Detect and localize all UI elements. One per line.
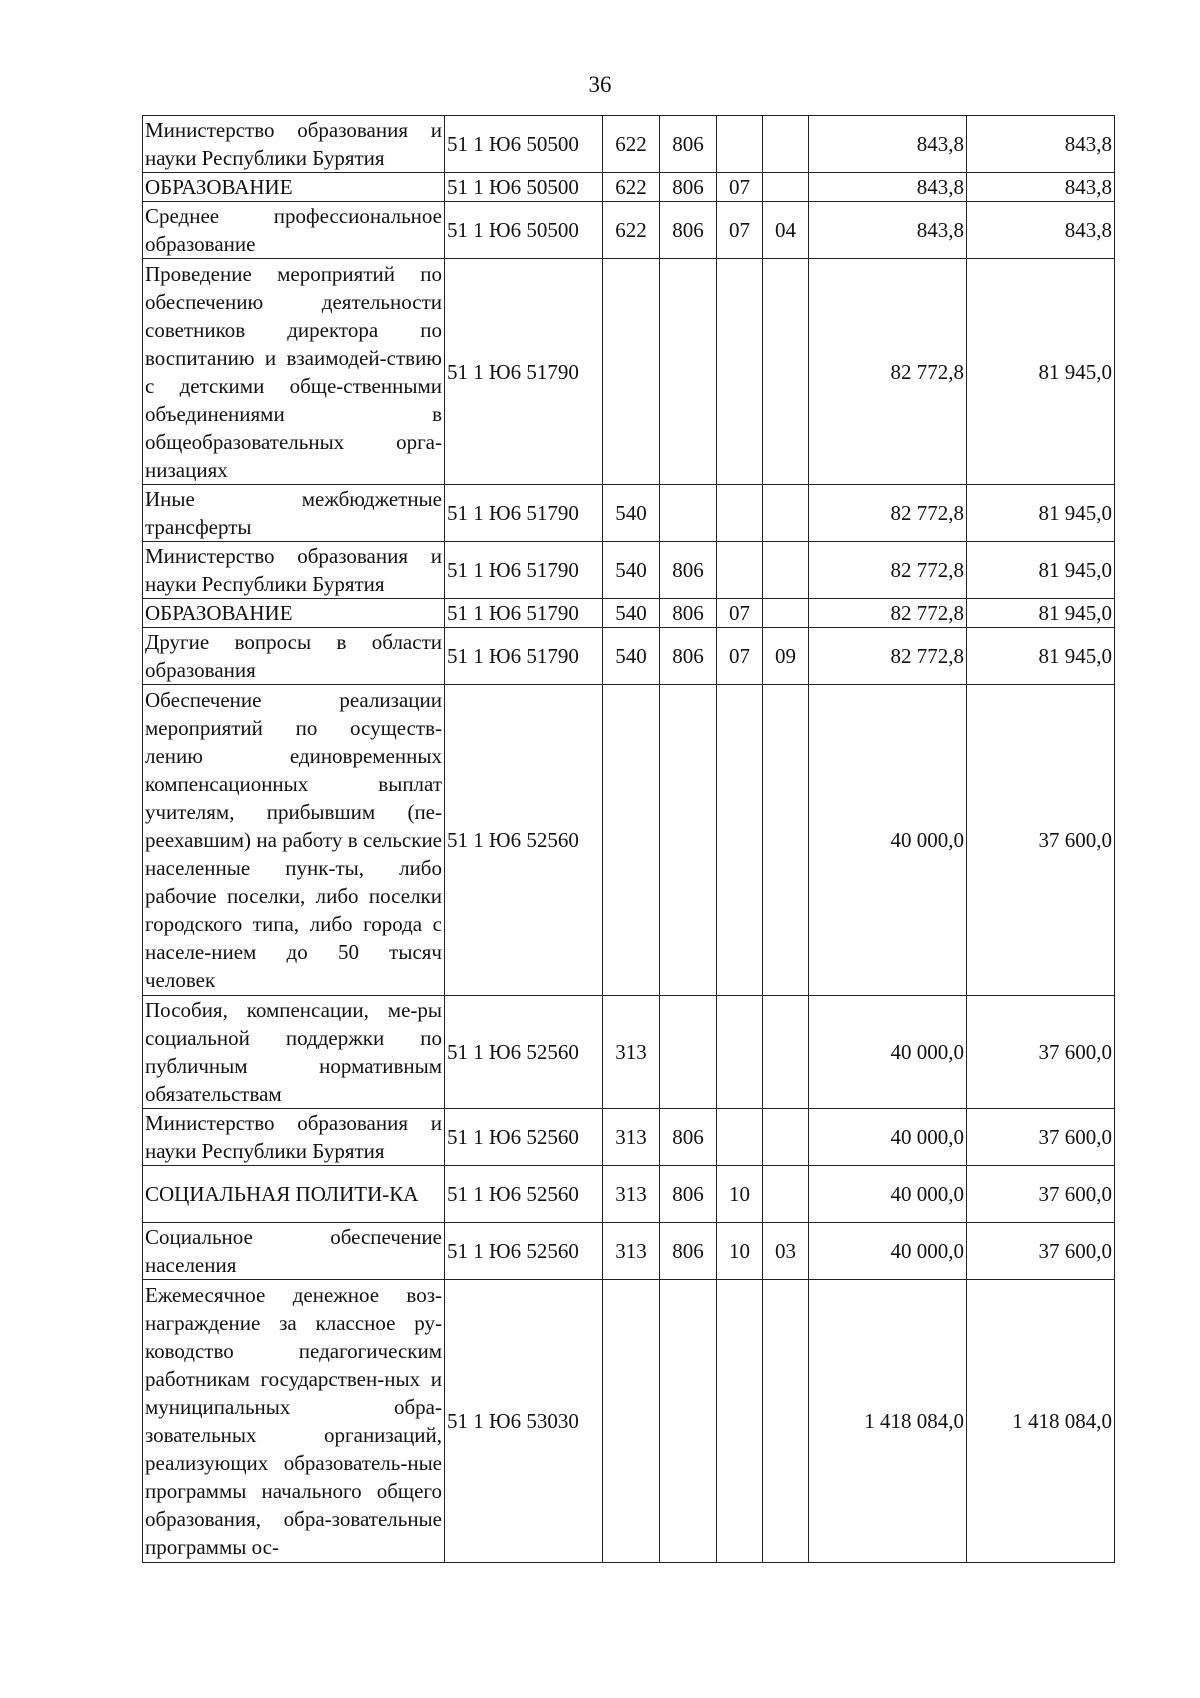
expense-type-code: 540: [603, 542, 660, 599]
amount-2: 81 945,0: [967, 628, 1115, 685]
row-name: Министерство образования и науки Республики Бурятия: [143, 116, 445, 173]
subsection-code: 04: [763, 202, 809, 259]
admin-code: [660, 259, 717, 485]
expense-type-code: 540: [603, 599, 660, 628]
target-code: 51 1 Ю6 51790: [445, 599, 603, 628]
budget-table: [142, 115, 1115, 1563]
row-name: СОЦИАЛЬНАЯ ПОЛИТИ-КА: [143, 1166, 445, 1223]
expense-type-code: 622: [603, 202, 660, 259]
row-name: ОБРАЗОВАНИЕ: [143, 173, 445, 202]
row-name: Министерство образования и науки Республики Бурятия: [143, 542, 445, 599]
section-code: [717, 1109, 763, 1166]
amount-2: 37 600,0: [967, 996, 1115, 1109]
row-name: Пособия, компенсации, ме-ры социальной поддержки по публичным нормативным обязательствам: [143, 996, 445, 1109]
amount-1: 40 000,0: [809, 996, 967, 1109]
expense-type-code: [603, 259, 660, 485]
target-code: 51 1 Ю6 52560: [445, 685, 603, 996]
table-row: [143, 996, 1115, 1109]
section-code: 07: [717, 599, 763, 628]
admin-code: 806: [660, 1109, 717, 1166]
target-code: 51 1 Ю6 50500: [445, 202, 603, 259]
subsection-code: [763, 1166, 809, 1223]
section-code: [717, 1280, 763, 1563]
admin-code: [660, 685, 717, 996]
row-name: ОБРАЗОВАНИЕ: [143, 599, 445, 628]
section-code: 10: [717, 1166, 763, 1223]
amount-1: 40 000,0: [809, 1166, 967, 1223]
admin-code: 806: [660, 173, 717, 202]
subsection-code: [763, 485, 809, 542]
budget-table-body: [143, 116, 1115, 1563]
section-code: 10: [717, 1223, 763, 1280]
target-code: 51 1 Ю6 52560: [445, 1223, 603, 1280]
expense-type-code: 313: [603, 1223, 660, 1280]
admin-code: 806: [660, 628, 717, 685]
admin-code: 806: [660, 1166, 717, 1223]
table-row: [143, 1109, 1115, 1166]
row-name: Иные межбюджетные трансферты: [143, 485, 445, 542]
amount-2: 81 945,0: [967, 485, 1115, 542]
target-code: 51 1 Ю6 51790: [445, 259, 603, 485]
page-number: 36: [588, 72, 612, 97]
amount-1: 40 000,0: [809, 685, 967, 996]
table-row: [143, 259, 1115, 485]
section-code: [717, 485, 763, 542]
subsection-code: 09: [763, 628, 809, 685]
amount-1: 82 772,8: [809, 599, 967, 628]
amount-1: 843,8: [809, 116, 967, 173]
table-row: [143, 599, 1115, 628]
table-row: [143, 202, 1115, 259]
table-row: [143, 485, 1115, 542]
subsection-code: [763, 116, 809, 173]
amount-2: 37 600,0: [967, 1166, 1115, 1223]
subsection-code: [763, 685, 809, 996]
subsection-code: [763, 996, 809, 1109]
row-name: Другие вопросы в области образования: [143, 628, 445, 685]
table-row: [143, 116, 1115, 173]
amount-1: 82 772,8: [809, 485, 967, 542]
expense-type-code: [603, 1280, 660, 1563]
expense-type-code: 622: [603, 116, 660, 173]
row-name: Проведение мероприятий по обеспечению деятельности советников директора по воспитанию и взаимодей-ствию с детскими обще-ственными объединениями в общеобразовательных орга-низациях: [143, 259, 445, 485]
section-code: [717, 542, 763, 599]
table-row: [143, 1166, 1115, 1223]
amount-2: 37 600,0: [967, 1109, 1115, 1166]
table-row: [143, 1223, 1115, 1280]
subsection-code: [763, 542, 809, 599]
amount-1: 82 772,8: [809, 628, 967, 685]
admin-code: 806: [660, 542, 717, 599]
target-code: 51 1 Ю6 51790: [445, 628, 603, 685]
table-row: [143, 542, 1115, 599]
admin-code: 806: [660, 116, 717, 173]
expense-type-code: 540: [603, 628, 660, 685]
amount-1: 1 418 084,0: [809, 1280, 967, 1563]
target-code: 51 1 Ю6 53030: [445, 1280, 603, 1563]
subsection-code: [763, 1109, 809, 1166]
amount-2: 843,8: [967, 173, 1115, 202]
amount-1: 82 772,8: [809, 259, 967, 485]
target-code: 51 1 Ю6 52560: [445, 996, 603, 1109]
subsection-code: [763, 599, 809, 628]
table-row: [143, 685, 1115, 996]
target-code: 51 1 Ю6 50500: [445, 116, 603, 173]
subsection-code: [763, 1280, 809, 1563]
admin-code: 806: [660, 202, 717, 259]
table-row: [143, 173, 1115, 202]
target-code: 51 1 Ю6 52560: [445, 1109, 603, 1166]
admin-code: 806: [660, 1223, 717, 1280]
target-code: 51 1 Ю6 51790: [445, 542, 603, 599]
expense-type-code: 313: [603, 1109, 660, 1166]
subsection-code: [763, 259, 809, 485]
amount-2: 1 418 084,0: [967, 1280, 1115, 1563]
amount-2: 81 945,0: [967, 259, 1115, 485]
table-row: [143, 1280, 1115, 1563]
table-row: [143, 628, 1115, 685]
amount-1: 40 000,0: [809, 1109, 967, 1166]
section-code: [717, 259, 763, 485]
expense-type-code: 540: [603, 485, 660, 542]
subsection-code: 03: [763, 1223, 809, 1280]
section-code: [717, 996, 763, 1109]
amount-2: 37 600,0: [967, 1223, 1115, 1280]
amount-1: 40 000,0: [809, 1223, 967, 1280]
amount-2: 81 945,0: [967, 542, 1115, 599]
section-code: [717, 685, 763, 996]
expense-type-code: 313: [603, 996, 660, 1109]
section-code: 07: [717, 628, 763, 685]
amount-1: 843,8: [809, 202, 967, 259]
target-code: 51 1 Ю6 52560: [445, 1166, 603, 1223]
expense-type-code: [603, 685, 660, 996]
admin-code: [660, 1280, 717, 1563]
target-code: 51 1 Ю6 51790: [445, 485, 603, 542]
section-code: 07: [717, 202, 763, 259]
subsection-code: [763, 173, 809, 202]
row-name: Ежемесячное денежное воз-награждение за классное ру-ководство педагогическим работникам государствен-ных и муниципальных обра-зовательных организаций, реализующих образователь-ные программы начального общего образования, обра-зовательные программы ос-: [143, 1280, 445, 1563]
admin-code: [660, 485, 717, 542]
section-code: [717, 116, 763, 173]
amount-1: 82 772,8: [809, 542, 967, 599]
amount-2: 81 945,0: [967, 599, 1115, 628]
section-code: 07: [717, 173, 763, 202]
amount-2: 843,8: [967, 202, 1115, 259]
amount-2: 37 600,0: [967, 685, 1115, 996]
amount-1: 843,8: [809, 173, 967, 202]
row-name: Обеспечение реализации мероприятий по осуществ-лению единовременных компенсационных выплат учителям, прибывшим (пе-реехавшим) на работу в сельские населенные пунк-ты, либо рабочие поселки, либо поселки городского типа, либо города с населе-нием до 50 тысяч человек: [143, 685, 445, 996]
row-name: Министерство образования и науки Республики Бурятия: [143, 1109, 445, 1166]
admin-code: [660, 996, 717, 1109]
row-name: Среднее профессиональное образование: [143, 202, 445, 259]
target-code: 51 1 Ю6 50500: [445, 173, 603, 202]
expense-type-code: 622: [603, 173, 660, 202]
amount-2: 843,8: [967, 116, 1115, 173]
admin-code: 806: [660, 599, 717, 628]
expense-type-code: 313: [603, 1166, 660, 1223]
row-name: Социальное обеспечение населения: [143, 1223, 445, 1280]
